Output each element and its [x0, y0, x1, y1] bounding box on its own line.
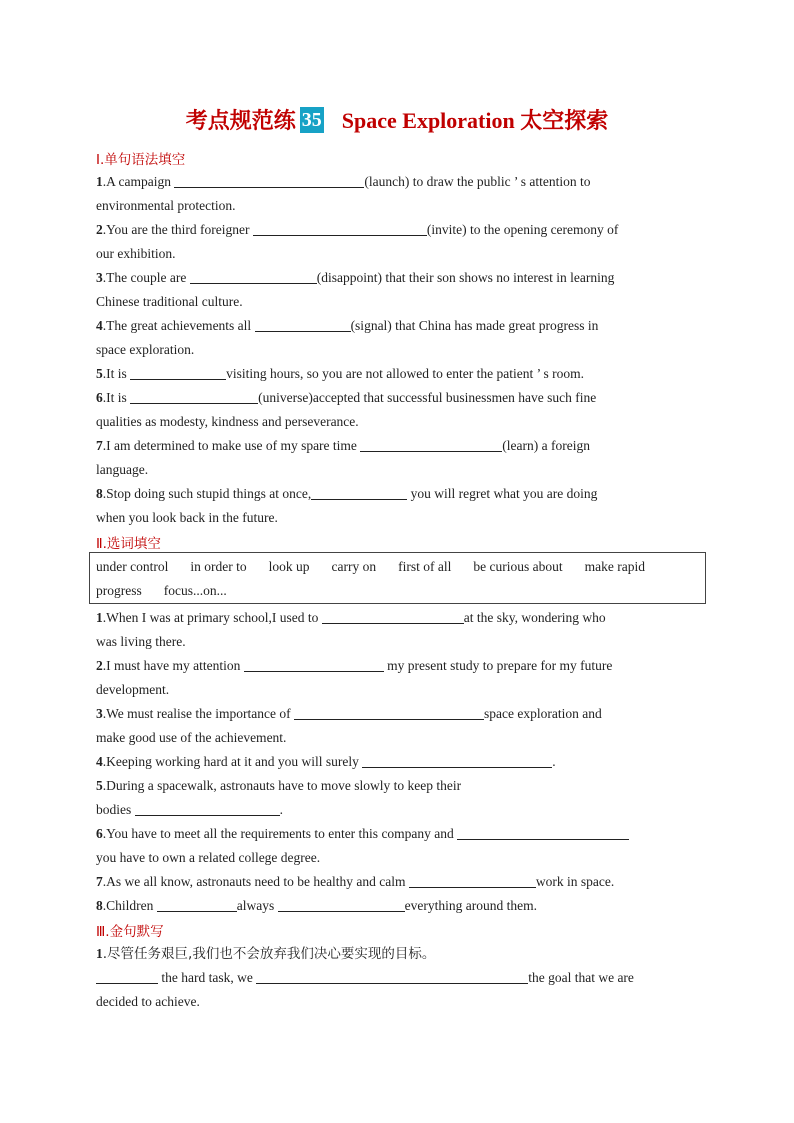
answer-blank[interactable]: [255, 317, 351, 332]
word-option: be curious about: [473, 559, 563, 574]
answer-blank[interactable]: [130, 365, 226, 380]
answer-blank[interactable]: [360, 437, 502, 452]
list-item: 1.A campaign (launch) to draw the public ’ s attention to: [96, 174, 591, 189]
word-option: progress: [96, 583, 142, 598]
list-item: 4.Keeping working hard at it and you will surely .: [96, 754, 556, 769]
section-heading-1: Ⅰ.单句语法填空: [96, 152, 186, 168]
answer-blank[interactable]: [244, 657, 384, 672]
lesson-number-badge: 35: [301, 109, 322, 131]
word-option: in order to: [190, 559, 247, 574]
part2-list: 1.When I was at primary school,I used to at the sky, wondering who was living there. 2.I must have my attention my present study to prepare for my future development. 3.We must realise the importance of space exploration and make good use of the achievement. 4.Keeping working hard at it and you will surely . 5.During a spacewalk, astronauts have to move slowly to keep their bodies . 6.You have to meet all the requirements to enter this company and you have to own a related college degree. 7.As we all know, astronauts need to be healthy and calm work in space. 8.Children always everything around them.: [96, 606, 696, 918]
word-option: carry on: [331, 559, 377, 574]
list-item: 2.You are the third foreigner (invite) to the opening ceremony of: [96, 222, 619, 237]
part3-list: 1.尽管任务艰巨,我们也不会放弃我们决心要实现的目标。 the hard task, we the goal that we are decided to achieve.: [96, 942, 696, 1014]
word-option: first of all: [398, 559, 452, 574]
answer-blank[interactable]: [294, 705, 484, 720]
part1-list: 1.A campaign (launch) to draw the public ’ s attention to environmental protection. 2.You are the third foreigner (invite) to the opening ceremony of our exhibition. 3.The couple are (disappoint) that their son shows no interest in learning Chinese traditional culture. 4.The great achievements all (signal) that China has made great progress in space exploration. 5.It is visiting hours, so you are not allowed to enter the patient ’ s room. 6.It is (universe)accepted that successful businessmen have such fine qualities as modesty, kindness and perseverance. 7.I am determined to make use of my spare time (learn) a foreign language. 8.Stop doing such stupid things at once, you will regret what you are doing when you look back in the future.: [96, 170, 696, 530]
answer-blank[interactable]: [362, 753, 552, 768]
answer-blank[interactable]: [457, 825, 629, 840]
answer-blank[interactable]: [278, 897, 405, 912]
list-item: 1.When I was at primary school,I used to at the sky, wondering who: [96, 610, 606, 625]
answer-blank[interactable]: [135, 801, 280, 816]
word-option: focus...on...: [163, 583, 227, 598]
answer-blank[interactable]: [256, 969, 528, 984]
answer-blank[interactable]: [130, 389, 258, 404]
title-prefix: 考点规范练: [185, 108, 296, 133]
list-item: 3.We must realise the importance of space exploration and: [96, 706, 602, 721]
list-item: 6.It is (universe)accepted that successful businessmen have such fine: [96, 390, 597, 405]
list-item: 4.The great achievements all (signal) that China has made great progress in: [96, 318, 599, 333]
list-item: 1.尽管任务艰巨,我们也不会放弃我们决心要实现的目标。: [96, 946, 436, 962]
list-item: 6.You have to meet all the requirements to enter this company and: [96, 822, 696, 846]
answer-blank[interactable]: [157, 897, 237, 912]
page-title: [0, 104, 794, 135]
answer-blank[interactable]: [253, 221, 427, 236]
word-option: look up: [268, 559, 310, 574]
section-heading-2: Ⅱ.选词填空: [96, 536, 161, 552]
answer-blank[interactable]: [409, 873, 536, 888]
list-item: 5.During a spacewalk, astronauts have to move slowly to keep their: [96, 778, 462, 793]
list-item: 3.The couple are (disappoint) that their son shows no interest in learning: [96, 270, 615, 285]
list-item: 7.As we all know, astronauts need to be healthy and calm work in space.: [96, 874, 615, 889]
section-heading-3: Ⅲ.金句默写: [96, 924, 164, 940]
title-suffix: Space Exploration 太空探索: [341, 108, 609, 133]
list-item: 8.Children always everything around them.: [96, 898, 537, 913]
list-item: 7.I am determined to make use of my spare time (learn) a foreign: [96, 438, 590, 453]
list-item: 5.It is visiting hours, so you are not allowed to enter the patient ’ s room.: [96, 366, 584, 381]
list-item: 8.Stop doing such stupid things at once, you will regret what you are doing: [96, 486, 598, 501]
list-item: 2.I must have my attention my present study to prepare for my future: [96, 658, 613, 673]
word-bank-box: [89, 552, 706, 604]
answer-blank[interactable]: [174, 173, 364, 188]
answer-blank[interactable]: [322, 609, 464, 624]
answer-blank[interactable]: [96, 969, 158, 984]
answer-blank[interactable]: [190, 269, 317, 284]
word-option: under control: [96, 559, 169, 574]
answer-blank[interactable]: [311, 485, 407, 500]
word-option: make rapid: [584, 559, 645, 574]
